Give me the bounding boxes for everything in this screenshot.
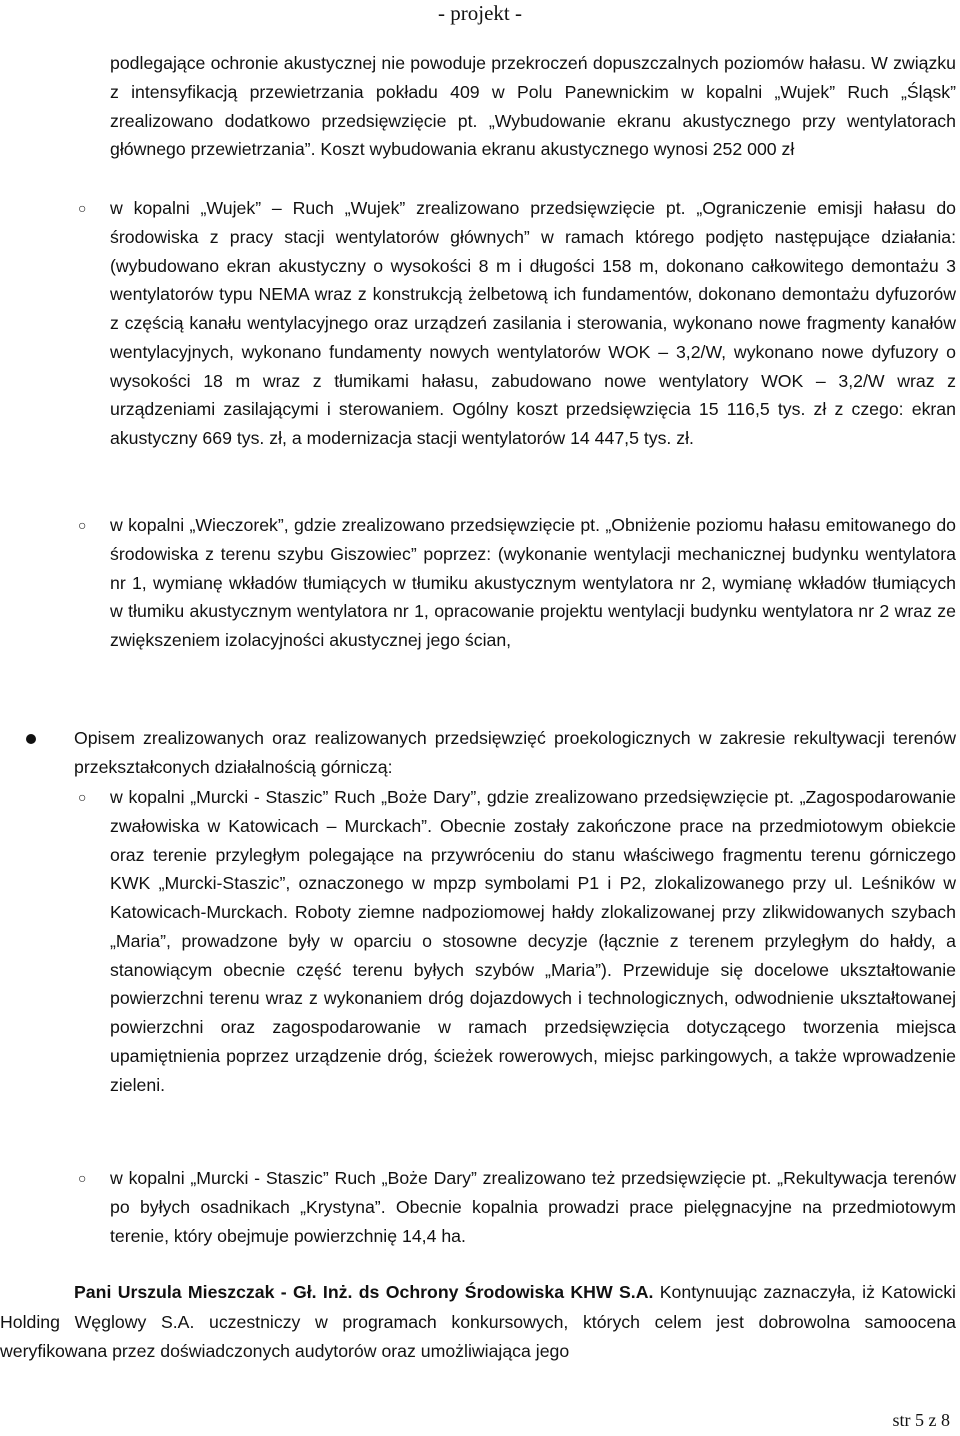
circle-bullet-icon: ○ <box>78 1170 87 1186</box>
circle-bullet-icon: ○ <box>78 517 87 533</box>
intro-paragraph: podlegające ochronie akustycznej nie powoduje przekroczeń dopuszczalnych poziomów hałasu. W związku z intensyfikacją przewietrzania pokładu 409 w Polu Panewnickim w kopalni „Wujek” Ruch „Śląsk” zrealizowano dodatkowo przedsięwzięcie pt. „Wybudowanie ekranu akustycznego przy wentylatorach głównego przewietrzania”. Koszt wybudowania ekranu akustycznego wynosi 252 000 zł <box>110 53 956 160</box>
circle-bullet-icon: ○ <box>78 200 87 216</box>
filled-bullet-icon <box>26 734 36 744</box>
list-item-text: w kopalni „Murcki - Staszic” Ruch „Boże Dary”, gdzie zrealizowano przedsięwzięcie pt. „Zagospodarowanie zwałowiska w Katowicach – Murckach”. Obecnie zostały zakończone prace na przedmiotowym obiekcie oraz terenie przyległym polegające na przywróceniu do stanu właściwego fragmentu terenu górniczego KWK „Murcki-Staszic”, oznaczonego w mpzp symbolami P1 i P2, zlokalizowanego przy ul. Leśników w Katowicach-Murckach. Roboty ziemne nadpoziomowej hałdy zlokalizowanej przy zlikwidowanych szybach „Maria”, prowadzone były w oparciu o stosowne decyzje (łącznie z terenem przyległym do hałdy, a stanowiącym obecnie część terenu byłych szybów „Maria”). Przewiduje się docelowe ukształtowanie powierzchni terenu wraz z wykonaniem dróg dojazdowych i technologicznych, odwodnienie ukształtowanej powierzchni oraz zagospodarowanie w ramach przedsięwzięcia dotyczącego tworzenia miejsca upamiętnienia poprzez urządzenie dróg, ścieżek rowerowych, miejsc parkingowych, a także wprowadzenie zieleni. <box>110 787 956 1095</box>
closing-text: Kontynuując zaznaczyła, iż Katowicki Holding Węglowy S.A. uczestniczy w programach konkursowych, których celem jest dobrowolna samoocena weryfikowana przez doświadczonych audytorów oraz umożliwiająca jego <box>0 1282 956 1361</box>
speaker-name: Pani Urszula Mieszczak - Gł. Inż. ds Ochrony Środowiska KHW S.A. <box>74 1282 654 1302</box>
page-header: - projekt - <box>438 1 522 25</box>
list-item-text: w kopalni „Wujek” – Ruch „Wujek” zrealizowano przedsięwzięcie pt. „Ograniczenie emisji hałasu do środowiska z pracy stacji wentylatorów głównych” w ramach którego podjęto następujące działania:(wybudowano ekran akustyczny o wysokości 8 m i długości 158 m, dokonano całkowitego demontażu 3 wentylatorów typu NEMA wraz z konstrukcją żelbetową ich fundamentów, dokonano demontażu dyfuzorów z częścią kanału wentylacyjnego oraz urządzeń zasilania i sterowania, wykonano nowe fragmenty kanałów wentylacyjnych, wykonano fundamenty nowych wentylatorów WOK – 3,2/W, wykonano nowe dyfuzory o wysokości 18 m wraz z tłumikami hałasu, zabudowano nowe wentylatory WOK – 3,2/W wraz z urządzeniami zasilającymi i sterowaniem. Ogólny koszt przedsięwzięcia 15 116,5 tys. zł z czego: ekran akustyczny 669 tys. zł, a modernizacja stacji wentylatorów 14 447,5 tys. zł. <box>110 198 956 448</box>
list-item-text: w kopalni „Murcki - Staszic” Ruch „Boże Dary” zrealizowano też przedsięwzięcie pt. „Rekultywacja terenów po byłych osadnikach „Krystyna”. Obecnie kopalnia prowadzi prace pielęgnacyjne na przedmiotowym terenie, który obejmuje powierzchnię 14,4 ha. <box>110 1168 956 1246</box>
closing-paragraph <box>0 1278 956 1367</box>
section-heading: Opisem zrealizowanych oraz realizowanych przedsięwzięć proekologicznych w zakresie rekultywacji terenów przekształconych działalnością górniczą: <box>74 728 956 777</box>
page-number: str 5 z 8 <box>892 1410 950 1430</box>
list-item-text: w kopalni „Wieczorek”, gdzie zrealizowano przedsięwzięcie pt. „Obniżenie poziomu hałasu emitowanego do środowiska z terenu szybu Giszowiec” poprzez: (wykonanie wentylacji mechanicznej budynku wentylatora nr 1, wymianę wkładów tłumiących w tłumiku akustycznym wentylatora nr 2, wymianę wkładów tłumiących w tłumiku akustycznym wentylatora nr 1, opracowanie projektu wentylacji budynku wentylatora nr 2 wraz ze zwiększeniem izolacyjności akustycznej jego ścian, <box>110 515 956 650</box>
circle-bullet-icon: ○ <box>78 789 87 805</box>
